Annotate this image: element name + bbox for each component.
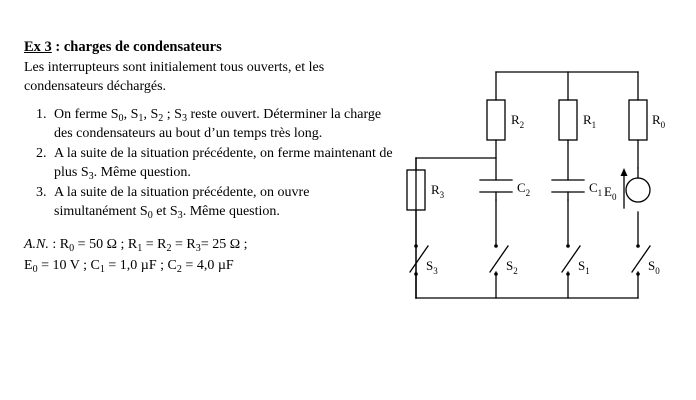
resistor-r3-label: $R_3$	[431, 182, 445, 200]
switch-s2-pivot	[494, 272, 498, 276]
numerical-values	[24, 235, 394, 277]
switch-s3-label: $S_3$	[426, 258, 438, 276]
page-title-rest: : charges de condensateurs	[51, 39, 222, 55]
switch-s1-contact	[566, 244, 570, 248]
resistor-r2-label: $R_2$	[511, 112, 525, 130]
resistor-r0-label: $R_0$	[652, 112, 666, 130]
resistor-r2	[487, 100, 505, 140]
switch-s2-contact	[494, 244, 498, 248]
capacitor-c2-label: $C_2$	[517, 180, 531, 198]
switch-s2-label: $S_2$	[506, 258, 518, 276]
resistor-r1-label: $R_1$	[583, 112, 597, 130]
switch-s0-label: $S_0$	[648, 258, 660, 276]
page-title-prefix: Ex 3	[24, 39, 52, 55]
an-line-1: : $R_0 = 50$ Ω ; $R_1 = R_2 = R_3= 25$ Ω ;	[52, 237, 248, 255]
question-list	[24, 106, 394, 222]
circuit-diagram	[398, 40, 678, 330]
intro-paragraph	[24, 59, 394, 96]
list-item: 1. On ferme $S_0$, $S_1$, $S_2$ ; $S_3$ reste ouvert. Déterminer la charge des condensateurs au bout d’un temps très long.	[50, 106, 394, 144]
source-e0	[626, 178, 650, 202]
intro-line-1: Les interrupteurs sont initialement tous ouverts, et les	[24, 60, 325, 76]
an-line-2: $E_0 = 10$ V ; $C_1 = 1,0$ µF ; $C_2 = 4,0$ µF	[24, 258, 234, 275]
resistor-r0	[629, 100, 647, 140]
page-title	[24, 38, 394, 56]
switch-s3-contact	[414, 244, 418, 248]
source-e0-label: $E_0$	[604, 184, 617, 202]
intro-line-2: condensateurs déchargés.	[24, 78, 167, 94]
resistor-r1	[559, 100, 577, 140]
switch-s1-label: $S_1$	[578, 258, 590, 276]
switch-s1-pivot	[566, 272, 570, 276]
source-e0-arrow-head	[621, 168, 628, 176]
switch-s0-pivot	[636, 272, 640, 276]
switch-s0-contact	[636, 244, 640, 248]
list-item: 2. A la suite de la situation précédente, on ferme maintenant de plus $S_3$. Même question.	[50, 145, 394, 183]
capacitor-c1-label: $C_1$	[589, 180, 603, 198]
an-label: A.N.	[24, 237, 49, 253]
exercise-text-column	[24, 38, 394, 291]
list-item: 3. A la suite de la situation précédente, on ouvre simultanément $S_0$ et $S_3$. Même question.	[50, 184, 394, 222]
